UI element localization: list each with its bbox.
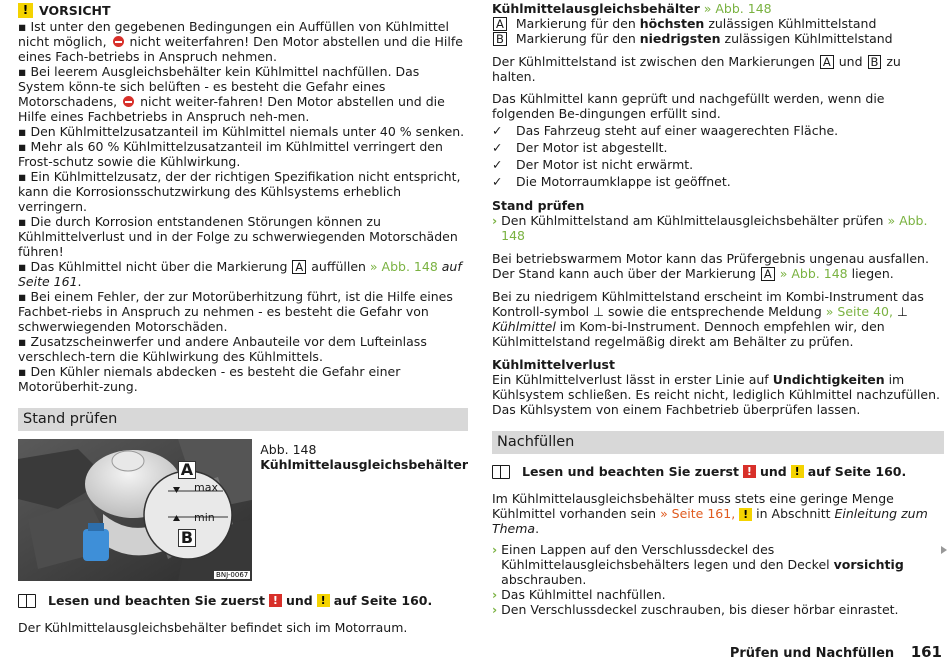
condition-item: ✓ Die Motorraumklappe ist geöffnet. xyxy=(492,174,731,189)
figure-link[interactable]: » Abb. 148 xyxy=(501,213,928,243)
figure-block xyxy=(18,439,468,581)
warning-item: ▪ Bei einem Fehler, der zur Motorüberhitzung führt, ist die Hilfe eines Fachbet-riebs in Anspruch zu nehmen - es besteht die Gefahr von schwerwiegenden Motorschäden. xyxy=(18,289,453,334)
figure-label-b: B xyxy=(178,529,196,547)
figure-title: Kühlmittelausgleichsbehälter xyxy=(260,457,468,472)
continue-arrow-icon xyxy=(941,546,947,554)
warning-heading xyxy=(18,2,468,19)
subheading-stand-pruefen: Stand prüfen xyxy=(492,198,585,213)
stop-icon xyxy=(123,96,134,107)
arrow-icon: › xyxy=(492,587,498,602)
coolant-symbol-icon: ⊥ xyxy=(593,304,605,319)
section-heading-stand-pruefen: Stand prüfen xyxy=(18,408,468,431)
legend-item-a: A Markierung für den höchsten zulässigen Kühlmittelstand xyxy=(492,16,944,31)
figure-code: BNJ-0067 xyxy=(216,571,249,579)
right-column xyxy=(492,0,944,617)
warning-title: VORSICHT xyxy=(39,3,111,18)
figure-link[interactable]: » Abb. 148 xyxy=(703,1,772,16)
stop-icon xyxy=(113,36,124,47)
read-first-line: Lesen und beachten Sie zuerst ! und ! auf Seite 160. xyxy=(18,593,468,608)
warning-red-icon: ! xyxy=(743,465,756,478)
arrow-icon: › xyxy=(492,542,498,557)
warning-item: ▪ Den Kühlmittelzusatzanteil im Kühlmittel niemals unter 40 % senken. xyxy=(18,124,465,139)
warning-item-mark: ▪ Das Kühlmittel nicht über die Markierung A auffüllen » Abb. 148 auf Seite 161. xyxy=(18,259,462,289)
check-icon: ✓ xyxy=(492,140,503,155)
figure-number: Abb. 148 xyxy=(260,442,317,457)
step-3: › Den Verschlussdeckel zuschrauben, bis dieser hörbar einrastet. xyxy=(492,602,899,617)
legend-item-b: B Markierung für den niedrigsten zulässigen Kühlmittelstand xyxy=(492,31,944,46)
warm-engine-text: Bei betriebswarmem Motor kann das Prüfergebnis ungenau ausfallen. Der Stand kann auch über der Markierung A » Abb. 148 liegen. xyxy=(492,251,929,281)
figure-image xyxy=(18,439,252,581)
section-heading-nachfuellen: Nachfüllen xyxy=(492,431,944,454)
level-text: Der Kühlmittelstand ist zwischen den Markierungen A und B zu halten. xyxy=(492,54,901,84)
read-first-line: Lesen und beachten Sie zuerst ! und ! auf Seite 160. xyxy=(492,464,944,479)
left-column xyxy=(18,0,468,635)
condition-item: ✓ Der Motor ist nicht erwärmt. xyxy=(492,157,694,172)
condition-item: ✓ Das Fahrzeug steht auf einer waagerechten Fläche. xyxy=(492,123,839,138)
marker-a-box: A xyxy=(292,260,306,274)
arrow-icon: › xyxy=(492,602,498,617)
book-icon xyxy=(492,465,510,479)
check-icon: ✓ xyxy=(492,157,503,172)
warning-item: ▪ Ein Kühlmittelzusatz, der der richtigen Spezifikation nicht entspricht, kann die Korrosionsschutzwirkung des Kühlsystems erheblich verringern. xyxy=(18,169,461,214)
figure-label-a: A xyxy=(178,461,196,479)
warning-yellow-icon: ! xyxy=(791,465,804,478)
coolant-reservoir-illustration xyxy=(18,439,252,581)
warning-red-icon: ! xyxy=(269,594,282,607)
page-link[interactable]: » Seite 40, xyxy=(825,304,893,319)
loss-text: Ein Kühlmittelverlust lässt in erster Linie auf Undichtigkeiten im Kühlsystem schließen. Es reicht nicht, lediglich Kühlmittel nachzufüllen. Das Kühlsystem von einem Fachbetrieb überprüfen lassen. xyxy=(492,372,940,417)
warning-item: ▪ Die durch Korrosion entstandenen Störungen können zu Kühlmittelverlust und in der Folge zu schwerwiegenden Motorschäden führen! xyxy=(18,214,458,259)
condition-item: ✓ Der Motor ist abgestellt. xyxy=(492,140,668,155)
figure-link[interactable]: » Abb. 148 xyxy=(369,259,438,274)
page-footer xyxy=(730,645,942,661)
warning-item: ▪ Den Kühler niemals abdecken - es besteht die Gefahr einer Motorüberhit-zung. xyxy=(18,364,401,394)
warning-item: ▪ Zusatzscheinwerfer und andere Anbauteile vor dem Lufteinlass verschlech-tern die Kühlwirkung des Kühlmittels. xyxy=(18,334,427,364)
warning-yellow-icon: ! xyxy=(317,594,330,607)
warning-icon: ! xyxy=(18,3,33,18)
warning-item: ▪ Bei leerem Ausgleichsbehälter kein Kühlmittel nachfüllen. Das System könn-te sich belüften - es besteht die Gefahr eines Motorschadens, nicht weiter-fahren! Den Motor abstellen und die Hilfe eines Fachbetriebs in Anspruch neh-men. xyxy=(18,64,445,124)
figure-label-min: min xyxy=(194,511,215,524)
conditions-intro: Das Kühlmittel kann geprüft und nachgefüllt werden, wenn die folgenden Be-dingungen erfüllt sind. xyxy=(492,91,885,121)
coolant-symbol-icon: ⊥ xyxy=(896,304,908,319)
subheading-kuehlmittelverlust: Kühlmittelverlust xyxy=(492,357,615,372)
fill-intro-text: Im Kühlmittelausgleichsbehälter muss stets eine geringe Menge Kühlmittel vorhanden sein » Seite 161, ! in Abschnitt Einleitung zum Thema. xyxy=(492,491,928,536)
step-1: › Einen Lappen auf den Verschlussdeckel des Kühlmittelausgleichsbehälters legen und den Deckel vorsichtig abschrauben. xyxy=(492,542,904,587)
warning-yellow-icon: ! xyxy=(739,508,752,521)
warning-item: ▪ Mehr als 60 % Kühlmittelzusatzanteil im Kühlmittel verringert den Frost-schutz sowie die Kühlwirkung. xyxy=(18,139,443,169)
arrow-icon: › xyxy=(492,213,498,228)
page-link[interactable]: » Seite 161, xyxy=(660,506,736,521)
chapter-name: Prüfen und Nachfüllen xyxy=(729,646,895,661)
step-2: › Das Kühlmittel nachfüllen. xyxy=(492,587,666,602)
page-number: 161 xyxy=(910,643,942,661)
warning-item: ▪ Ist unter den gegebenen Bedingungen ein Auffüllen von Kühlmittel nicht möglich, nicht weiterfahren! Den Motor abstellen und die Hilfe eines Fach-betriebs in Anspruch nehmen. xyxy=(18,19,463,64)
legend-heading: Kühlmittelausgleichsbehälter » Abb. 148 xyxy=(492,1,772,16)
figure-caption xyxy=(260,442,468,581)
figure-label-max: max xyxy=(194,481,218,494)
step-check: › Den Kühlmittelstand am Kühlmittelausgleichsbehälter prüfen » Abb. 148 xyxy=(492,213,928,243)
conditions-list xyxy=(492,123,944,189)
figure-link[interactable]: » Abb. 148 xyxy=(779,266,848,281)
check-icon: ✓ xyxy=(492,174,503,189)
check-icon: ✓ xyxy=(492,123,503,138)
book-icon xyxy=(18,594,36,608)
low-level-text: Bei zu niedrigem Kühlmittelstand erscheint im Kombi-Instrument das Kontroll-symbol ⊥ sowie die entsprechende Meldung » Seite 40, ⊥ Kühlmittel im Kom-bi-Instrument. Dennoch empfehlen wir, den Kühlmittelstand regelmäßig direkt am Behälter zu prüfen. xyxy=(492,289,924,349)
location-text: Der Kühlmittelausgleichsbehälter befindet sich im Motorraum. xyxy=(18,620,408,635)
